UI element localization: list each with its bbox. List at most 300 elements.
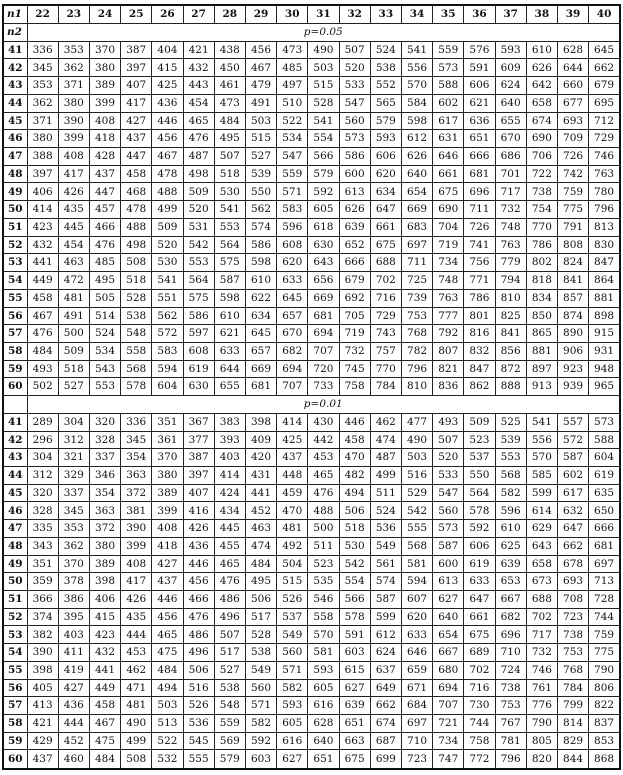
table-cell: 362 <box>27 94 58 112</box>
table-cell: 710 <box>495 644 526 662</box>
table-cell: 647 <box>464 591 495 609</box>
table-cell: 829 <box>557 732 588 750</box>
table-cell: 675 <box>433 183 464 201</box>
table-cell: 729 <box>370 307 401 325</box>
table-cell: 682 <box>495 608 526 626</box>
table-cell: 681 <box>308 307 339 325</box>
table-cell: 646 <box>433 148 464 166</box>
table-cell: 381 <box>121 502 152 520</box>
table-cell: 694 <box>433 679 464 697</box>
table-cell: 645 <box>245 325 276 343</box>
table-row <box>3 697 620 715</box>
table-cell: 457 <box>89 201 120 219</box>
table-cell: 707 <box>433 697 464 715</box>
table-cell: 573 <box>589 413 620 431</box>
table-row <box>3 484 620 502</box>
table-row <box>3 360 620 378</box>
table-cell: 569 <box>214 732 245 750</box>
table-cell: 556 <box>401 59 432 77</box>
table-cell: 408 <box>58 148 89 166</box>
table-cell: 413 <box>27 697 58 715</box>
table-cell: 600 <box>433 555 464 573</box>
table-cell: 447 <box>121 148 152 166</box>
table-cell: 418 <box>89 130 120 148</box>
table-cell: 782 <box>401 342 432 360</box>
table-cell: 771 <box>464 272 495 290</box>
table-cell: 537 <box>277 608 308 626</box>
table-cell: 639 <box>495 555 526 573</box>
table-cell: 579 <box>370 112 401 130</box>
row-label-n2: 45 <box>3 112 27 130</box>
table-cell: 732 <box>495 201 526 219</box>
table-cell: 426 <box>58 183 89 201</box>
table-cell: 673 <box>526 573 557 591</box>
table-cell: 461 <box>214 77 245 95</box>
table-cell: 500 <box>58 325 89 343</box>
table-cell: 628 <box>308 715 339 733</box>
table-cell: 530 <box>152 254 183 272</box>
table-row <box>3 112 620 130</box>
table-cell: 527 <box>58 378 89 396</box>
table-cell: 592 <box>464 520 495 538</box>
table-cell: 485 <box>277 59 308 77</box>
table-cell: 507 <box>433 431 464 449</box>
table-cell: 438 <box>214 41 245 59</box>
table-cell: 588 <box>589 431 620 449</box>
table-cell: 493 <box>27 360 58 378</box>
row-label-n2: 57 <box>3 697 27 715</box>
table-cell: 467 <box>245 59 276 77</box>
table-cell: 659 <box>401 661 432 679</box>
table-cell: 599 <box>526 484 557 502</box>
table-cell: 596 <box>495 502 526 520</box>
table-row <box>3 289 620 307</box>
column-header: 28 <box>214 5 245 24</box>
table-cell: 404 <box>152 41 183 59</box>
table-row <box>3 41 620 59</box>
table-cell: 460 <box>58 750 89 769</box>
table-cell: 491 <box>245 94 276 112</box>
table-cell: 643 <box>308 254 339 272</box>
table-cell: 476 <box>89 236 120 254</box>
table-cell: 939 <box>557 378 588 396</box>
table-cell: 726 <box>557 148 588 166</box>
table-cell: 570 <box>526 449 557 467</box>
table-cell: 675 <box>464 626 495 644</box>
table-cell: 482 <box>339 466 370 484</box>
table-cell: 759 <box>589 626 620 644</box>
table-cell: 524 <box>370 502 401 520</box>
table-cell: 763 <box>495 236 526 254</box>
table-cell: 711 <box>401 254 432 272</box>
table-cell: 603 <box>245 750 276 769</box>
table-cell: 627 <box>277 750 308 769</box>
table-cell: 562 <box>152 307 183 325</box>
table-cell: 495 <box>214 130 245 148</box>
table-cell: 528 <box>308 94 339 112</box>
table-cell: 534 <box>277 130 308 148</box>
table-cell: 446 <box>152 112 183 130</box>
table-cell: 380 <box>27 130 58 148</box>
table-cell: 675 <box>370 236 401 254</box>
table-cell: 579 <box>308 165 339 183</box>
table-cell: 661 <box>433 165 464 183</box>
table-cell: 574 <box>370 573 401 591</box>
table-cell: 304 <box>27 449 58 467</box>
table-cell: 582 <box>277 679 308 697</box>
table-cell: 403 <box>58 626 89 644</box>
table-cell: 758 <box>339 378 370 396</box>
table-cell: 606 <box>464 77 495 95</box>
table-cell: 633 <box>277 272 308 290</box>
table-cell: 556 <box>526 431 557 449</box>
row-label-n2: 56 <box>3 679 27 697</box>
table-cell: 351 <box>27 555 58 573</box>
table-cell: 354 <box>121 449 152 467</box>
table-cell: 655 <box>214 378 245 396</box>
table-cell: 547 <box>339 94 370 112</box>
significance-level-label: p=0.01 <box>27 396 620 414</box>
column-header: 35 <box>433 5 464 24</box>
table-cell: 658 <box>526 94 557 112</box>
table-cell: 476 <box>183 608 214 626</box>
table-cell: 741 <box>464 236 495 254</box>
table-cell: 427 <box>58 679 89 697</box>
table-cell: 492 <box>277 537 308 555</box>
row-label-n2: 54 <box>3 644 27 662</box>
table-cell: 696 <box>464 183 495 201</box>
table-cell: 784 <box>370 378 401 396</box>
table-cell: 656 <box>308 272 339 290</box>
table-cell: 559 <box>214 715 245 733</box>
table-row <box>3 413 620 431</box>
table-cell: 865 <box>526 325 557 343</box>
table-cell: 463 <box>245 520 276 538</box>
table-cell: 441 <box>89 661 120 679</box>
table-cell: 377 <box>183 431 214 449</box>
table-cell: 622 <box>245 289 276 307</box>
table-cell: 425 <box>152 77 183 95</box>
table-cell: 541 <box>214 201 245 219</box>
table-cell: 913 <box>526 378 557 396</box>
table-cell: 802 <box>526 254 557 272</box>
table-cell: 510 <box>277 94 308 112</box>
table-cell: 506 <box>245 591 276 609</box>
table-cell: 470 <box>277 502 308 520</box>
table-cell: 559 <box>277 165 308 183</box>
table-cell: 640 <box>401 165 432 183</box>
table-cell: 660 <box>557 77 588 95</box>
table-cell: 677 <box>557 94 588 112</box>
table-cell: 723 <box>557 608 588 626</box>
table-cell: 594 <box>401 573 432 591</box>
table-cell: 495 <box>245 573 276 591</box>
table-cell: 387 <box>183 449 214 467</box>
table-cell: 522 <box>152 732 183 750</box>
table-cell: 337 <box>89 449 120 467</box>
table-cell: 847 <box>464 360 495 378</box>
table-cell: 965 <box>589 378 620 396</box>
table-cell: 432 <box>183 59 214 77</box>
table-cell: 593 <box>495 41 526 59</box>
table-cell: 555 <box>183 750 214 769</box>
table-cell: 370 <box>152 449 183 467</box>
table-row <box>3 715 620 733</box>
table-cell: 640 <box>495 94 526 112</box>
table-cell: 504 <box>277 555 308 573</box>
table-cell: 844 <box>557 750 588 769</box>
table-cell: 768 <box>401 325 432 343</box>
table-cell: 696 <box>495 626 526 644</box>
table-row <box>3 165 620 183</box>
table-cell: 628 <box>557 41 588 59</box>
table-cell: 583 <box>277 201 308 219</box>
table-cell: 359 <box>27 573 58 591</box>
table-cell: 681 <box>464 165 495 183</box>
table-cell: 484 <box>245 555 276 573</box>
table-cell: 387 <box>121 41 152 59</box>
table-cell: 890 <box>557 325 588 343</box>
table-cell: 564 <box>214 236 245 254</box>
table-cell: 667 <box>495 591 526 609</box>
table-cell: 549 <box>370 537 401 555</box>
table-cell: 509 <box>464 413 495 431</box>
table-cell: 530 <box>214 183 245 201</box>
column-header: 31 <box>308 5 339 24</box>
table-cell: 414 <box>27 201 58 219</box>
table-cell: 888 <box>495 378 526 396</box>
table-cell: 406 <box>27 183 58 201</box>
row-label-n2: 49 <box>3 555 27 573</box>
table-cell: 708 <box>557 591 588 609</box>
table-cell: 537 <box>464 449 495 467</box>
column-header: 23 <box>58 5 89 24</box>
table-cell: 547 <box>277 148 308 166</box>
table-cell: 716 <box>464 679 495 697</box>
table-cell: 753 <box>401 307 432 325</box>
table-cell: 627 <box>433 591 464 609</box>
table-cell: 304 <box>58 413 89 431</box>
table-cell: 666 <box>464 148 495 166</box>
column-header: 33 <box>370 5 401 24</box>
table-cell: 572 <box>557 431 588 449</box>
table-cell: 808 <box>557 236 588 254</box>
table-cell: 682 <box>277 342 308 360</box>
table-cell: 458 <box>27 289 58 307</box>
table-cell: 456 <box>152 130 183 148</box>
table-cell: 475 <box>152 644 183 662</box>
table-cell: 296 <box>27 431 58 449</box>
table-cell: 748 <box>495 218 526 236</box>
table-cell: 948 <box>589 360 620 378</box>
table-cell: 570 <box>401 77 432 95</box>
table-cell: 541 <box>308 112 339 130</box>
table-cell: 646 <box>401 644 432 662</box>
table-cell: 458 <box>339 431 370 449</box>
table-cell: 630 <box>183 378 214 396</box>
row-label-n2: 48 <box>3 165 27 183</box>
table-cell: 725 <box>401 272 432 290</box>
table-cell: 881 <box>526 342 557 360</box>
table-cell: 598 <box>401 112 432 130</box>
row-label-n2: 60 <box>3 750 27 769</box>
table-cell: 790 <box>526 715 557 733</box>
table-cell: 635 <box>589 484 620 502</box>
row-label-n2: 48 <box>3 537 27 555</box>
table-cell: 488 <box>121 218 152 236</box>
table-cell: 488 <box>152 183 183 201</box>
table-cell: 688 <box>526 591 557 609</box>
table-cell: 669 <box>401 201 432 219</box>
row-label-n2: 50 <box>3 573 27 591</box>
table-cell: 345 <box>27 59 58 77</box>
table-cell: 780 <box>589 183 620 201</box>
table-cell: 456 <box>183 573 214 591</box>
table-cell: 738 <box>526 183 557 201</box>
table-cell: 633 <box>214 342 245 360</box>
table-cell: 541 <box>401 41 432 59</box>
table-cell: 494 <box>152 679 183 697</box>
table-cell: 499 <box>152 201 183 219</box>
table-cell: 574 <box>245 218 276 236</box>
table-cell: 523 <box>464 431 495 449</box>
table-cell: 548 <box>121 325 152 343</box>
table-cell: 502 <box>27 378 58 396</box>
table-cell: 437 <box>27 750 58 769</box>
table-cell: 756 <box>464 254 495 272</box>
table-row <box>3 378 620 396</box>
table-cell: 518 <box>58 360 89 378</box>
table-cell: 516 <box>183 679 214 697</box>
table-cell: 573 <box>433 520 464 538</box>
table-cell: 467 <box>152 148 183 166</box>
table-cell: 543 <box>89 360 120 378</box>
table-cell: 472 <box>58 272 89 290</box>
table-row <box>3 679 620 697</box>
table-cell: 761 <box>526 679 557 697</box>
table-cell: 732 <box>339 342 370 360</box>
table-cell: 548 <box>214 697 245 715</box>
table-cell: 425 <box>277 431 308 449</box>
critical-values-table <box>2 4 621 770</box>
row-label-n2: 55 <box>3 661 27 679</box>
table-cell: 362 <box>58 537 89 555</box>
table-cell: 415 <box>89 608 120 626</box>
table-cell: 632 <box>557 502 588 520</box>
table-cell: 593 <box>308 661 339 679</box>
table-cell: 423 <box>27 218 58 236</box>
table-cell: 757 <box>370 342 401 360</box>
table-cell: 587 <box>214 272 245 290</box>
table-cell: 572 <box>152 325 183 343</box>
row-label-n2: 43 <box>3 77 27 95</box>
table-cell: 721 <box>433 715 464 733</box>
table-cell: 386 <box>58 591 89 609</box>
table-cell: 636 <box>464 112 495 130</box>
table-cell: 453 <box>121 644 152 662</box>
table-cell: 612 <box>401 130 432 148</box>
column-header: 25 <box>121 5 152 24</box>
table-cell: 503 <box>152 697 183 715</box>
table-cell: 711 <box>464 201 495 219</box>
table-cell: 462 <box>370 413 401 431</box>
table-cell: 630 <box>308 236 339 254</box>
table-cell: 522 <box>277 112 308 130</box>
table-cell: 516 <box>401 466 432 484</box>
table-cell: 508 <box>121 254 152 272</box>
table-cell: 406 <box>89 591 120 609</box>
table-cell: 445 <box>214 520 245 538</box>
table-cell: 374 <box>27 608 58 626</box>
row-label-n2: 58 <box>3 715 27 733</box>
table-cell: 403 <box>214 449 245 467</box>
table-cell: 575 <box>214 254 245 272</box>
table-cell: 462 <box>121 661 152 679</box>
table-cell: 786 <box>464 289 495 307</box>
table-cell: 564 <box>183 272 214 290</box>
table-row <box>3 307 620 325</box>
table-cell: 430 <box>308 413 339 431</box>
table-cell: 658 <box>526 555 557 573</box>
table-cell: 770 <box>370 360 401 378</box>
table-cell: 441 <box>245 484 276 502</box>
table-cell: 652 <box>339 236 370 254</box>
table-cell: 643 <box>526 537 557 555</box>
table-cell: 473 <box>214 94 245 112</box>
table-cell: 458 <box>89 697 120 715</box>
table-cell: 868 <box>589 750 620 769</box>
table-cell: 790 <box>589 661 620 679</box>
table-cell: 484 <box>214 112 245 130</box>
table-cell: 767 <box>495 715 526 733</box>
table-row <box>3 608 620 626</box>
table-cell: 539 <box>495 431 526 449</box>
table-cell: 455 <box>214 537 245 555</box>
table-cell: 554 <box>308 130 339 148</box>
table-cell: 550 <box>245 183 276 201</box>
table-cell: 729 <box>589 130 620 148</box>
table-cell: 681 <box>245 378 276 396</box>
table-cell: 818 <box>526 272 557 290</box>
table-row <box>3 449 620 467</box>
table-cell: 796 <box>495 750 526 769</box>
table-cell: 786 <box>526 236 557 254</box>
table-cell: 864 <box>589 272 620 290</box>
table-cell: 697 <box>401 236 432 254</box>
table-cell: 370 <box>89 41 120 59</box>
table-cell: 436 <box>58 697 89 715</box>
table-cell: 437 <box>277 449 308 467</box>
table-cell: 694 <box>277 360 308 378</box>
table-cell: 684 <box>401 697 432 715</box>
table-cell: 435 <box>58 201 89 219</box>
table-row <box>3 77 620 95</box>
table-cell: 434 <box>214 502 245 520</box>
table-cell: 724 <box>495 661 526 679</box>
table-cell: 432 <box>89 644 120 662</box>
column-header: 30 <box>277 5 308 24</box>
table-cell: 690 <box>433 201 464 219</box>
table-cell: 443 <box>183 77 214 95</box>
table-cell: 547 <box>433 484 464 502</box>
table-cell: 408 <box>121 555 152 573</box>
table-cell: 509 <box>183 183 214 201</box>
table-cell: 415 <box>152 59 183 77</box>
table-cell: 328 <box>27 502 58 520</box>
table-cell: 597 <box>183 325 214 343</box>
table-cell: 657 <box>245 342 276 360</box>
table-cell: 862 <box>464 378 495 396</box>
